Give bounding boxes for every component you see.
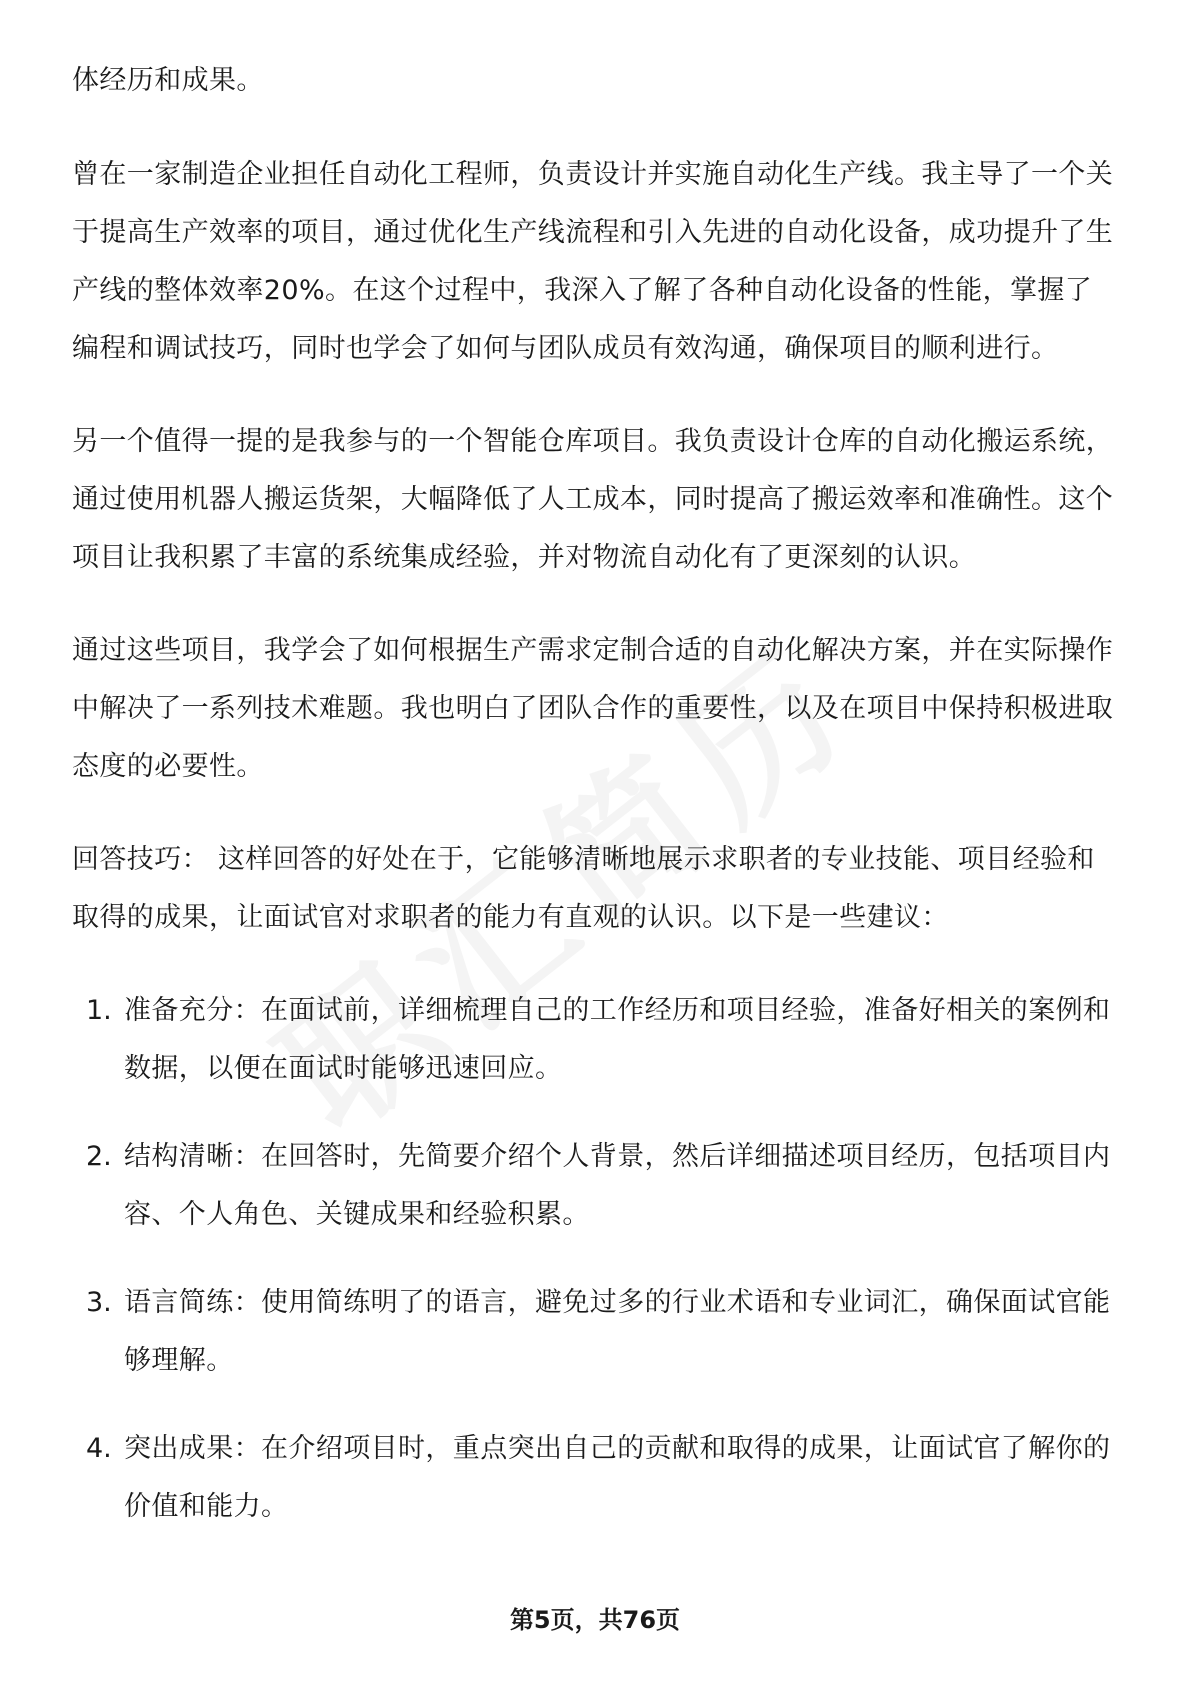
paragraph-tips: 回答技巧： 这样回答的好处在于，它能够清晰地展示求职者的专业技能、项目经验和取得的成果，让面试官对求职者的能力有直观的认识。以下是一些建议：	[72, 844, 1095, 933]
list-item-text: 准备充分：在面试前，详细梳理自己的工作经历和项目经验，准备好相关的案例和数据，以便在面试时能够迅速回应。	[124, 995, 1111, 1084]
list-number: 1.	[86, 995, 112, 1026]
paragraph: 体经历和成果。	[72, 65, 264, 96]
paragraph: 另一个值得一提的是我参与的一个智能仓库项目。我负责设计仓库的自动化搬运系统，通过使用机器人搬运货架，大幅降低了人工成本，同时提高了搬运效率和准确性。这个项目让我积累了丰富的系统集成经验，并对物流自动化有了更深刻的认识。	[72, 426, 1114, 573]
paragraph: 曾在一家制造企业担任自动化工程师，负责设计并实施自动化生产线。我主导了一个关于提高生产效率的项目，通过优化生产线流程和引入先进的自动化设备，成功提升了生产线的整体效率20%。在这个过程中，我深入了解了各种自动化设备的性能，掌握了编程和调试技巧，同时也学会了如何与团队成员有效沟通，确保项目的顺利进行。	[72, 159, 1114, 364]
list-number: 4.	[86, 1433, 112, 1464]
list-item	[72, 1274, 1118, 1390]
list-item-text: 突出成果：在介绍项目时，重点突出自己的贡献和取得的成果，让面试官了解你的价值和能力。	[124, 1433, 1111, 1522]
paragraph: 通过这些项目，我学会了如何根据生产需求定制合适的自动化解决方案，并在实际操作中解决了一系列技术难题。我也明白了团队合作的重要性，以及在项目中保持积极进取态度的必要性。	[72, 635, 1114, 782]
list-item-text: 结构清晰：在回答时，先简要介绍个人背景，然后详细描述项目经历，包括项目内容、个人角色、关键成果和经验积累。	[124, 1141, 1111, 1230]
list-item	[72, 1420, 1118, 1536]
advice-list	[72, 982, 1118, 1536]
document-body	[72, 52, 1118, 1566]
list-number: 3.	[86, 1287, 112, 1318]
list-item-text: 语言简练：使用简练明了的语言，避免过多的行业术语和专业词汇，确保面试官能够理解。	[124, 1287, 1111, 1376]
list-item	[72, 982, 1118, 1098]
list-number: 2.	[86, 1141, 112, 1172]
list-item	[72, 1128, 1118, 1244]
page-footer: 第5页，共76页	[509, 1606, 681, 1634]
